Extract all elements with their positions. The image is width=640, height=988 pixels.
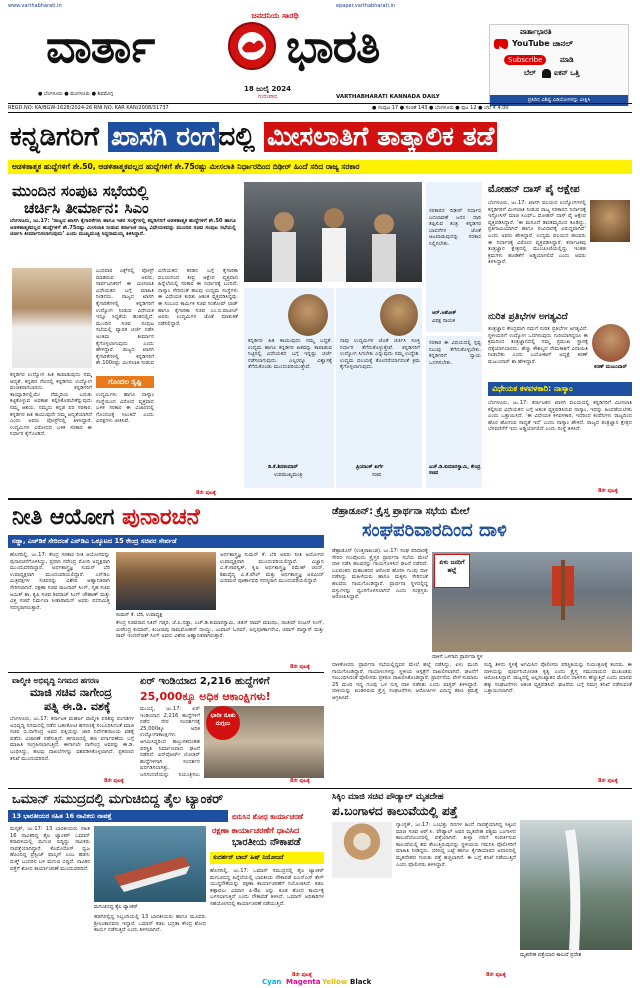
youtube-ad[interactable] [489,24,629,106]
defence-text: ಹೊಸದಿಲ್ಲಿ, ಜು.17: ಒಮಾನ್ ಸಮುದ್ರದಲ್ಲಿ ತೈಲ ಟ್ಯಾಂಕರ್ ಮಗುಚಿಬಿದ್ದ ಹಿನ್ನೆಲೆಯಲ್ಲಿ ಭಾರತೀಯ ನೌಕಾಪಡೆ ಐಎನ್‌ಎಸ್ ತೇಗ್ ಯುದ್ಧನೌಕೆಯನ್ನು ರಕ್ಷಣಾ ಕಾರ್ಯಾಚರಣೆಗೆ ನಿಯೋಜಿಸಿದೆ. ಕಡಲ ಕಣ್ಗಾವಲು ವಿಮಾನ ಪಿ-8ಐ ಅನ್ನು ಕೂಡ ಶೋಧ ಕಾರ್ಯಕ್ಕೆ ಬಳಸಲಾಗುತ್ತಿದೆ ಎಂದು ನೌಕಾಪಡೆ ತಿಳಿಸಿದೆ. ಒಮಾನ್ ಅಧಿಕಾರಿಗಳ ಸಹಯೋಗದಲ್ಲಿ ಕಾರ್ಯಾಚರಣೆ ನಡೆಯುತ್ತಿದೆ. [210,868,324,907]
kiran-text: ತಂತ್ರಜ್ಞಾನ ಕೇಂದ್ರವಾಗಿ ನಮಗೆ ನುರಿತ ಪ್ರತಿಭೆಗಳ ಅಗತ್ಯವಿದೆ. ಸ್ಥಳೀಯರಿಗೆ ಉದ್ಯೋಗ ಒದಗಿಸುವುದು ಗುರಿಯಾಗಿದ್ದರೂ ಈ ಕ್ರಮದಿಂದ ತಂತ್ರಜ್ಞಾನದಲ್ಲಿ ನಮ್ಮ ಪ್ರಮುಖ ಸ್ಥಾನಕ್ಕೆ ಧಕ್ಕೆಯಾಗಬಾರದು. ಹೆಚ್ಚು ಕೌಶಲ್ಯದ ನೇಮಕಾತಿಗೆ ವಿನಾಯಿತಿ ನೀಡಬೇಕು ಎಂದು ಬಯೋಕಾನ್ ಅಧ್ಯಕ್ಷೆ ಕಿರಣ್ ಮಜುಂದಾರ್ ಶಾ ಹೇಳಿದ್ದಾರೆ. [488,326,588,365]
dks-name: ಡಿ.ಕೆ.ಶಿವಕುಮಾರ್ [268,464,298,470]
wenlock-headline2: ಪ.ಬಂಗಾಳದ ಕಾಲುವೆಯಲ್ಲಿ ಪತ್ತೆ [332,804,458,818]
defence-headline1: ರಕ್ಷಣಾ ಕಾರ್ಯಾಚರಣೆಗೆ ಧಾವಿಸಿದ [212,826,300,835]
nagendra-headline1: ವಾಲ್ಮೀಕಿ ಅಭಿವೃದ್ಧಿ ನಿಗಮದ ಹಗರಣ [12,676,100,685]
priyank-name: ಪ್ರಿಯಾಂಕ್ ಖರ್ಗೆ [356,464,384,470]
masthead-url-right[interactable]: epaper.varthabharati.in [336,3,396,9]
bjp-role: ವಿಪಕ್ಷ ನಾಯಕ [432,318,455,324]
niti-text3: ಕೇಂದ್ರ ಸಚಿವರಾದ ನಿತಿನ್ ಗಡ್ಕರಿ, ಜೆ.ಪಿ.ನಡ್ಡಾ, ಎಚ್.ಡಿ.ಕುಮಾರಸ್ವಾಮಿ, ಜಿತನ್ ರಾಮ್ ಮಾಂಝಿ, ರಾಜೀವ್ ರಂಜನ್ ಸಿಂಗ್, ವೀರೇಂದ್ರ ಕುಮಾರ್, ಕಿಂಜರಾಪು ರಾಮಮೋಹನ್ ನಾಯ್ಡು, ಜುವಾಲ್ ಓರಮ್, ಅನ್ನಪೂರ್ಣಾದೇವಿ, ಚಿರಾಗ್ ಪಾಸ್ವಾನ್ ಮತ್ತು ರಾವ್ ಇಂದರ್‌ಜಿತ್ ಸಿಂಗ್ ಅವರು ವಿಶೇಷ ಆಹ್ವಾನಿತರಾಗಿರುತ್ತಾರೆ. [116,620,324,640]
cm-photo [12,268,92,368]
lead-story-head1: ಮುಂದಿನ ಸಂಪುಟ ಸಭೆಯಲ್ಲಿ [12,182,149,200]
masthead-title-right: ಭಾರತಿ [286,19,380,73]
lead-story-intro: ಬೆಂಗಳೂರು, ಜು.17: ‘ರಾಜ್ಯದ ಖಾಸಗಿ ಕೈಗಾರಿಕೆಗಳು ಹಾಗೂ ಇತರ ಸಂಸ್ಥೆಗಳಲ್ಲಿ ಕನ್ನಡಿಗರಿಗೆ ಆಡಳಿತಾತ್ಮಕ ಹುದ್ದೆಗಳಿಗೆ ಶೇ.50 ಹಾಗೂ ಆಡಳಿತಾತ್ಮಕವಲ್ಲದ ಹುದ್ದೆಗಳಿಗೆ ಶೇ.75ರಷ್ಟು ಮೀಸಲಾತಿ ನೀಡುವ ಕರ್ನಾಟಕ ರಾಜ್ಯ ವಿಧೇಯಕವನ್ನು ಮುಂದಿನ ಸಚಿವ ಸಂಪುಟ ಸಭೆಯಲ್ಲಿ ಚರ್ಚಿಸಿ ತೀರ್ಮಾನಿಸಲಾಗುವುದು’ ಎಂದು ಮುಖ್ಯಮಂತ್ರಿ ಸಿದ್ದರಾಮಯ್ಯ ತಿಳಿಸಿದ್ದಾರೆ. [10,218,236,238]
gondala-label: ಗೊಂದಲ ಸೃಷ್ಟಿ [96,376,154,388]
masthead-logo-icon [228,22,276,70]
bjp-quote: ಸರಕಾರದ ದಿಢೀರ್ ನಿರ್ಧಾರ ಬದಲಾವಣೆ ಜನರ ದಾರಿ ತಪ್ಪಿಸುವ ತಂತ್ರ. ಕನ್ನಡಿಗರ ಭಾವನೆಗಳ ಜೊತೆ ಆಟವಾಡುವುದನ್ನು ಸರಕಾರ ನಿಲ್ಲಿಸಬೇಕು. [429,208,481,247]
airindia-continue[interactable]: 8ರೇ ಪುಟಕ್ಕೆ [290,778,310,784]
dks-photo [288,294,328,336]
nasscom-head: ವಿಧೇಯಕ ಕಳವಳಕಾರಿ: ನಾಸ್ಕಾಂ [488,382,632,396]
airindia-headline1: ಏರ್ ಇಂಡಿಯಾದ 2,216 ಹುದ್ದೆಗಳಿಗೆ [140,676,270,687]
lead-story-col3: ವಿಧೇಯಕದ ಕರಡಿನ ಬಗ್ಗೆ ಕೈಗಾರಿಕಾ ವಲಯದಿಂದ ತೀವ್ರ ಆಕ್ಷೇಪ ವ್ಯಕ್ತವಾದ ಹಿನ್ನೆಲೆಯಲ್ಲಿ ಸರಕಾರ ಈ ನಿರ್ಧಾರಕ್ಕೆ ಬಂದಿದೆ. ನಾಸ್ಕಾಂ ಸೇರಿದಂತೆ ಹಲವು ಉದ್ಯಮ ಸಂಸ್ಥೆಗಳು ಈ ವಿಧೇಯಕ ಕುರಿತು ಆತಂಕ ವ್ಯಕ್ತಪಡಿಸಿದ್ದವು. ಈ ಸಂಬಂಧ ಕಾರ್ಮಿಕ ಸಚಿವ ಸಂತೋಷ್ ಲಾಡ್ ಹಾಗೂ ಕೈಗಾರಿಕಾ ಸಚಿವ ಎಂ.ಬಿ.ಪಾಟೀಲ್ ಅವರು ಉದ್ಯಮಿಗಳ ಜೊತೆ ಮಾತುಕತೆ ನಡೆಸಲಿದ್ದಾರೆ. [158,268,238,327]
lead-continue-1[interactable]: 8ರೇ ಪುಟಕ್ಕೆ [196,490,216,496]
footer-yellow: Yellow [322,978,348,986]
airindia-badge: ಭಾರೀ ನೂಕು ನುಗ್ಗಲು [206,706,240,740]
lead-continue-2[interactable]: 8ರೇ ಪುಟಕ್ಕೆ [598,488,618,494]
youtube-logo-icon [494,39,508,49]
oman-photo [94,826,206,902]
bjp-quote-box [426,182,482,332]
mohan-text: ಬೆಂಗಳೂರು, ಜು.17: ಖಾಸಗಿ ವಲಯದ ಉದ್ಯೋಗಗಳಲ್ಲಿ ಕನ್ನಡಿಗರಿಗೆ ಮೀಸಲಾತಿ ನೀಡುವ ರಾಜ್ಯ ಸರಕಾರದ ನಿರ್ಧಾರಕ್ಕೆ ಇನ್ಫೋಸಿಸ್ ಮಾಜಿ ಸಿಎಫ್‌ಒ ಮೋಹನ್ ದಾಸ್ ಪೈ ಆಕ್ಷೇಪ ವ್ಯಕ್ತಪಡಿಸಿದ್ದಾರೆ. ‘ಈ ಮಸೂದೆ ತಾರತಮ್ಯದಿಂದ ಕೂಡಿದ್ದು, ಪ್ರತಿಗಾಮಿಯಾಗಿದೆ ಹಾಗೂ ಸಂವಿಧಾನಕ್ಕೆ ವಿರುದ್ಧವಾಗಿದೆ’ ಎಂದು ಅವರು ಹೇಳಿದ್ದಾರೆ. ಉದ್ಯಮ ವಲಯದ ಹಲವರು ಈ ನಿರ್ಧಾರಕ್ಕೆ ವಿರೋಧ ವ್ಯಕ್ತಪಡಿಸಿದ್ದಾರೆ. ಕರ್ನಾಟಕವು ತಂತ್ರಜ್ಞಾನ ಕ್ಷೇತ್ರದಲ್ಲಿ ಮುಂಚೂಣಿಯಲ್ಲಿದ್ದು ಇಂತಹ ಕ್ರಮಗಳು ಹೂಡಿಕೆಗೆ ಅಡ್ಡಿಯಾಗಲಿವೆ ಎಂದು ಅವರು ತಿಳಿಸಿದ್ದಾರೆ. [488,200,586,266]
defence-continue[interactable]: 8ರೇ ಪುಟಕ್ಕೆ [292,972,312,978]
masthead-reg-line: REGD.NO: KA/BGW-1628/2024-26 RNI NO. KAR KAN/2008/31737 [8,105,169,111]
oman-subhead: 13 ಭಾರತೀಯರ ಸಹಿತ 16 ನಾವಿಕರು ನಾಪತ್ತೆ [8,810,228,822]
airindia-headline2: 25,000ಕ್ಕೂ ಅಧಿಕ ಆಕಾಂಕ್ಷಿಗಳು! [140,690,271,703]
airindia-text: ಮುಂಬೈ, ಜು.17: ಏರ್ ಇಂಡಿಯಾದ 2,216 ಹುದ್ದೆಗಳಿಗೆ ನಡೆದ ನೇರ ಸಂದರ್ಶನಕ್ಕೆ 25,000ಕ್ಕೂ ಅಧಿಕ ಉದ್ಯೋಗಾಕಾಂಕ್ಷಿಗಳು ಆಗಮಿಸಿದ್ದರಿಂದ ಕಾಲ್ತುಳಿತದಂತಹ ಪರಿಸ್ಥಿತಿ ನಿರ್ಮಾಣವಾದ ಘಟನೆ ನಡೆದಿದೆ. ಏರ್‌ಪೋರ್ಟ್ ಲೋಡರ್ ಹುದ್ದೆಗಳಿಗಾಗಿ ಸಂದರ್ಶನ ಏರ್ಪಡಿಸಲಾಗಿತ್ತು. ಜನಸಂದಣಿಯನ್ನು ನಿಯಂತ್ರಿಸಲು [140,706,200,778]
nagendra-text: ಬೆಂಗಳೂರು, ಜು.17: ಕರ್ನಾಟಕ ಮಹರ್ಷಿ ವಾಲ್ಮೀಕಿ ಪರಿಶಿಷ್ಟ ಪಂಗಡಗಳ ಅಭಿವೃದ್ಧಿ ನಿಗಮದಲ್ಲಿ ನಡೆದ ಬಹುಕೋಟಿ ಹಗರಣಕ್ಕೆ ಸಂಬಂಧಿಸಿದಂತೆ ಮಾಜಿ ಸಚಿವ ಬಿ.ನಾಗೇಂದ್ರ ಅವರ ಪತ್ನಿಯನ್ನು ಜಾರಿ ನಿರ್ದೇಶನಾಲಯ ವಶಕ್ಕೆ ಪಡೆದು ವಿಚಾರಣೆ ನಡೆಸುತ್ತಿದೆ. ಹಗರಣದಲ್ಲಿ ಹಣ ವರ್ಗಾವಣೆಯ ಬಗ್ಗೆ ಮಾಹಿತಿ ಸಂಗ್ರಹಿಸಲಾಗುತ್ತಿದೆ. ಈಗಾಗಲೇ ನಾಗೇಂದ್ರ ಅವರನ್ನು ಈ.ಡಿ. ಬಂಧಿಸಿದ್ದು, ಹಲವು ದಾಖಲೆಗಳನ್ನು ವಶಪಡಿಸಿಕೊಳ್ಳಲಾಗಿದೆ. ಪ್ರಕರಣದ ತನಿಖೆ ಮುಂದುವರಿದಿದೆ. [10,716,134,762]
lead-headline [10,122,632,152]
nagendra-continue[interactable]: 8ರೇ ಪುಟಕ್ಕೆ [104,778,124,784]
nagendra-headline3: ಪತ್ನಿ ಈ.ಡಿ. ವಶಕ್ಕೆ [44,700,111,713]
wenlock-headline1: ಸಿಕ್ಕಿಂ ಮಾಜಿ ಸಚಿವ ಪೌಡ್ಯಾಲ್ ಮೃತದೇಹ [332,792,444,802]
youtube-ad-footer: ಪ್ರತಿದಿನ ವಿಶಿಷ್ಟ ವಿಡಿಯೋಗಳನ್ನು ವೀಕ್ಷಿಸಿ [490,95,628,106]
dehradun-intro: ಡೆಹ್ರಾಡೂನ್ (ಉತ್ತರಾಖಂಡ), ಜು.17: ಸಂಘ ಪರಿವಾರಕ್ಕೆ ಸೇರಿದ ಗುಂಪೊಂದು ಕ್ರೈಸ್ತರ ಪ್ರಾರ್ಥನಾ ಸಭೆಯ ಮೇಲೆ ದಾಳಿ ನಡೆಸಿ ಹಲವರನ್ನು ಗಾಯಗೊಳಿಸಿದ ಘಟನೆ ನಡೆದಿದೆ. ಬಲವಂತದ ಮತಾಂತರದ ಆರೋಪ ಹೊರಿಸಿ ಗುಂಪು ದಾಳಿ ನಡೆಸಿದ್ದು ಮಹಿಳೆಯರು ಹಾಗೂ ಮಕ್ಕಳು ಸೇರಿದಂತೆ ಹಲವರು ಗಾಯಗೊಂಡಿದ್ದಾರೆ. ಪ್ರಾರ್ಥನಾ ಸ್ಥಳದಲ್ಲಿದ್ದ ವಸ್ತುಗಳನ್ನು ಧ್ವಂಸಗೊಳಿಸಲಾಗಿದೆ ಎಂದು ಸಂತ್ರಸ್ತರು ಆರೋಪಿಸಿದ್ದಾರೆ. [332,548,428,601]
dehradun-photo-caption: ದಾಳಿಗೆ ಒಳಗಾದ ಪ್ರಾರ್ಥನಾ ಸ್ಥಳ [432,654,483,660]
footer-magenta: Magenta [286,978,321,986]
pmp-quote: ಸರಕಾರ ಈ ವಿಷಯದಲ್ಲಿ ಸ್ಪಷ್ಟ ನಿಲುವು ತೆಗೆದುಕೊಳ್ಳಬೇಕು. ಕನ್ನಡಿಗರಿಗೆ ನ್ಯಾಯ ಒದಗಿಸಬೇಕು. [429,340,481,366]
lead-headline-a: ಕನ್ನಡಿಗರಿಗೆ [10,122,99,152]
masthead-url-left[interactable]: www.varthabharati.in [8,3,62,9]
nasscom-text: ಬೆಂಗಳೂರು, ಜು.17: ಕರ್ನಾಟಕದ ಖಾಸಗಿ ವಲಯದಲ್ಲಿ ಕನ್ನಡಿಗರಿಗೆ ಮೀಸಲಾತಿ ಕಲ್ಪಿಸುವ ವಿಧೇಯಕದ ಬಗ್ಗೆ ಆತಂಕ ವ್ಯಕ್ತಪಡಿಸಿರುವ ನಾಸ್ಕಾಂ, ಇದನ್ನು ಹಿಂಪಡೆಯಬೇಕು ಎಂದು ಒತ್ತಾಯಿಸಿದೆ. ‘ಈ ವಿಧೇಯಕ ಕಳವಳಕಾರಿ, ಇದರಿಂದ ಕಂಪೆನಿಗಳು ರಾಜ್ಯದಿಂದ ಹೊರ ಹೋಗುವ ಸಾಧ್ಯತೆ ಇದೆ’ ಎಂದು ನಾಸ್ಕಾಂ ಹೇಳಿದೆ. ರಾಜ್ಯದ ತಂತ್ರಜ್ಞಾನ ಕ್ಷೇತ್ರದ ಬೆಳವಣಿಗೆಗೆ ಇದು ಅಡ್ಡಿಯಾಗಲಿದೆ ಎಂದು ಸಂಸ್ಥೆ ತಿಳಿಸಿದೆ. [488,400,632,433]
masthead-paper-name-en: VARTHABHARATI KANNADA DAILY [336,94,440,100]
niti-subhead: ನಡ್ಡಾ, ಎಚ್‌ಡಿಕೆ ಸೇರಿದಂತೆ ಎನ್‌ಡಿಎ ಒಕ್ಕೂಟದ 15 ಕೇಂದ್ರ ಸಚಿವರ ಸೇರ್ಪಡೆ [8,535,324,548]
lead-headline-c: ದಲ್ಲಿ [218,122,255,152]
youtube-ad-line1: ವಾರ್ತಾಭಾರತಿ [520,28,552,36]
lead-headline-b: ಖಾಸಗಿ ರಂಗ [108,122,219,152]
color-registration-bar [0,978,640,988]
dks-role: ಉಪಮುಖ್ಯಮಂತ್ರಿ [274,472,303,478]
dehradun-continue[interactable]: 8ರೇ ಪುಟಕ್ಕೆ [598,778,618,784]
gondala-text: ಉದ್ಯಮಿಗಳು ಹಾಗೂ ನಾಸ್ಕಾಂ ಸಂಸ್ಥೆಯಿಂದ ವಿರೋಧ ವ್ಯಕ್ತವಾದ ಬಳಿಕ ಸರಕಾರ ಈ ವಿಚಾರದಲ್ಲಿ ಗೊಂದಲಕ್ಕೆ ಸಿಲುಕಿದೆ ಎಂದು ವಿಪಕ್ಷಗಳು ಟೀಕಿಸಿವೆ. [96,392,154,425]
dehradun-body: ದಾಳಿಕೋರರು ಪ್ರಾರ್ಥನಾ ಸಭೆಯಲ್ಲಿದ್ದವರ ಮೇಲೆ ಹಲ್ಲೆ ನಡೆಸಿದ್ದು, ಏಳು ಮಂದಿ ಗಾಯಗೊಂಡಿದ್ದಾರೆ. ಗಾಯಾಳುಗಳನ್ನು ಸ್ಥಳೀಯ ಆಸ್ಪತ್ರೆಗೆ ದಾಖಲಿಸಲಾಗಿದೆ. ಘಟನೆಗೆ ಸಂಬಂಧಿಸಿದಂತೆ ಪೊಲೀಸರು ಪ್ರಕರಣ ದಾಖಲಿಸಿಕೊಂಡಿದ್ದಾರೆ. ಪ್ರಾರ್ಥನೆಯ ವೇಳೆ ಸುಮಾರು 25 ಮಂದಿ ಇದ್ದ ಗುಂಪು ಒಳ ನುಗ್ಗಿ ದಾಳಿ ನಡೆಸಿತು ಎಂದು ಪಾಸ್ಟರ್ ತಿಳಿಸಿದ್ದಾರೆ. ದಾಳಿಯನ್ನು ಖಂಡಿಸಿರುವ ಕ್ರೈಸ್ತ ಸಂಘಟನೆಗಳು ಆರೋಪಿಗಳ ವಿರುದ್ಧ ಕಠಿಣ ಕ್ರಮಕ್ಕೆ ಆಗ್ರಹಿಸಿವೆ. [332,662,478,701]
pmp-name: ಎಚ್.ಡಿ.ಕುಮಾರಸ್ವಾಮಿ, ಕೇಂದ್ರ ಸಚಿವ [429,464,481,477]
dehradun-badge: ಏಳು ಜನರಿಗೆ ಹಲ್ಲೆ [434,554,470,588]
bjp-name: ಆರ್.ಅಶೋಕ್ [432,310,457,316]
lead-headline-d: ಮೀಸಲಾತಿಗೆ ತಾತ್ಕಾಲಿಕ ತಡೆ [264,122,497,152]
dehradun-headline-b: ಸಂಘಪರಿವಾರದಿಂದ ದಾಳಿ [362,520,507,541]
footer-black: Black [350,978,372,986]
priyank-quote-box [336,288,422,488]
priyank-quote: ನಾವು ಉದ್ಯಮಿಗಳ ಜೊತೆ ಚರ್ಚಿಸಿ ಸೂಕ್ತ ನಿರ್ಧಾರ ತೆಗೆದುಕೊಳ್ಳುತ್ತೇವೆ. ಕನ್ನಡಿಗರಿಗೆ ಉದ್ಯೋಗ ಸಿಗಬೇಕು ಎನ್ನುವುದು ನಮ್ಮ ಉದ್ದೇಶ. ಉದ್ಯಮ ವಲಯಕ್ಕೆ ತೊಂದರೆಯಾಗದಂತೆ ಕ್ರಮ ಕೈಗೊಳ್ಳಲಾಗುವುದು. [340,338,420,371]
youtube-ad-line2: YouTube ಚಾನಲ್ [512,39,573,48]
niti-headline-a: ನೀತಿ ಆಯೋಗ [12,505,115,530]
mohan-head: ಮೋಹನ್ ದಾಸ್ ಪೈ ಆಕ್ಷೇಪ [488,184,580,195]
masthead-day: ಗುರುವಾರ [258,93,278,100]
oman-text2: ಹಡಗಿನಲ್ಲಿದ್ದ ಸಿಬ್ಬಂದಿಯಲ್ಲಿ 13 ಭಾರತೀಯರು ಹಾಗೂ ಮೂವರು ಶ್ರೀಲಂಕಾದವರು ಇದ್ದಾರೆ. ಒಮಾನ್ ಕಡಲ ಭದ್ರತಾ ಕೇಂದ್ರ ಶೋಧ ಕಾರ್ಯ ನಡೆಸುತ್ತಿದೆ ಎಂದು ತಿಳಿಸಲಾಗಿದೆ. [94,914,206,934]
masthead-editions: ● ಬೆಂಗಳೂರು ● ಮಂಗಳೂರು ● ಶಿವಮೊಗ್ಗ [38,91,114,97]
youtube-subscribe-button[interactable]: Subscribe [504,55,546,65]
nagendra-headline2: ಮಾಜಿ ಸಚಿವ ನಾಗೇಂದ್ರ [30,686,112,699]
lead-story-head2: ಚರ್ಚಿಸಿ ತೀರ್ಮಾನ: ಸಿಎಂ [24,199,149,217]
oman-caption: ಮಗುಚಿಬಿದ್ದ ತೈಲ ಟ್ಯಾಂಕರ್ [94,904,138,910]
niti-headline [12,504,200,532]
wenlock-caption: ಮೃತದೇಹ ಪತ್ತೆಯಾದ ಕಾಲುವೆ ಪ್ರದೇಶ [520,952,582,958]
niti-continue[interactable]: 8ರೇ ಪುಟಕ್ಕೆ [290,664,310,670]
kiran-head: ನುರಿತ ಪ್ರತಿಭೆಗಳ ಅಗತ್ಯವಿದೆ [488,312,568,322]
wenlock-text: ಗ್ಯಾಂಗ್ಟಕ್, ಜು.17: ಒಂಭತ್ತು ದಿನಗಳ ಹಿಂದೆ ನಾಪತ್ತೆಯಾಗಿದ್ದ ಸಿಕ್ಕಿಂನ ಮಾಜಿ ಸಚಿವ ಆರ್.ಸಿ. ಪೌಡ್ಯಾಲ್ ಅವರ ಮೃತದೇಹ ಪಶ್ಚಿಮ ಬಂಗಾಳದ ಕಾಲುವೆಯೊಂದರಲ್ಲಿ ಪತ್ತೆಯಾಗಿದೆ. ತೀಸ್ತಾ ನದಿಗೆ ಸಂಪರ್ಕಿಸುವ ಕಾಲುವೆಯಲ್ಲಿ ಶವ ತೇಲುತ್ತಿರುವುದನ್ನು ಸ್ಥಳೀಯರು ಗಮನಿಸಿ ಪೊಲೀಸರಿಗೆ ಮಾಹಿತಿ ನೀಡಿದ್ದರು. ಧರಿಸಿದ್ದ ಬಟ್ಟೆ ಹಾಗೂ ಕೈಗಡಿಯಾರದ ಆಧಾರದಲ್ಲಿ ಮೃತದೇಹದ ಗುರುತು ಪತ್ತೆ ಹಚ್ಚಲಾಗಿದೆ. ಈ ಬಗ್ಗೆ ತನಿಖೆ ನಡೆಯುತ್ತಿದೆ ಎಂದು ಪೊಲೀಸರು ತಿಳಿಸಿದ್ದಾರೆ. [396,822,516,868]
lead-story-col1b: ಕನ್ನಡಿಗರ ಉದ್ಯೋಗ ಹಿತ ಕಾಪಾಡುವುದು ನಮ್ಮ ಆದ್ಯತೆ. ಕನ್ನಡದ ನೆಲದಲ್ಲಿ ಕನ್ನಡಿಗರು ಉದ್ಯೋಗ ವಂಚಿತರಾಗಬಾರದು. ಕನ್ನಡಿಗರಿಗೆ ತಾಯ್ನಾಡಿನಲ್ಲಿಯೇ ನೆಮ್ಮದಿಯ ಬದುಕು ಕಟ್ಟಿಕೊಳ್ಳುವ ಅವಕಾಶ ಕಲ್ಪಿಸಿಕೊಡಬೇಕೆನ್ನುವುದು ನಮ್ಮ ಆಶಯ. ನಮ್ಮದು ಕನ್ನಡ ಪರ ಸರಕಾರ. ಕನ್ನಡಿಗರ ಹಿತ ಕಾಯುವುದೇ ನಮ್ಮ ಆದ್ಯತೆಯಾಗಿದೆ ಎಂದು ಅವರು ಪೋಸ್ಟ್‌ನಲ್ಲಿ ತಿಳಿಸಿದ್ದಾರೆ. ಉದ್ಯಮಿಗಳ ವಿರೋಧದ ಬಳಿಕ ಸರಕಾರ ಈ ನಿರ್ಧಾರ ಕೈಗೊಂಡಿದೆ. [10,372,92,438]
defence-box-head: ಸುದರ್ಶನ್ ಬಾಬ್ ಹಿಷ್ ನಿಯೋಜನೆ [210,852,324,864]
niti-caption: ಸುಮನ್ ಕೆ. ಬೆರಿ, ಉಪಾಧ್ಯಕ್ಷ [116,612,163,618]
footer-cyan: Cyan [262,978,282,986]
wenlock-continue[interactable]: 8ರೇ ಪುಟಕ್ಕೆ [486,972,506,978]
niti-photo [116,552,216,610]
dks-quote: ಕನ್ನಡಿಗರ ಹಿತ ಕಾಯುವುದು ನಮ್ಮ ಬದ್ಧತೆ. ಉದ್ಯಮ ಹಾಗೂ ಕನ್ನಡಿಗರ ಹಿತವನ್ನು ಕಾಪಾಡುವ ನಿಟ್ಟಿನಲ್ಲಿ ವಿಧೇಯಕದ ಬಗ್ಗೆ ಇನ್ನಷ್ಟು ಚರ್ಚೆ ನಡೆಸಲಾಗುವುದು. ಎಲ್ಲರನ್ನೂ ವಿಶ್ವಾಸಕ್ಕೆ ತೆಗೆದುಕೊಂಡು ಮುಂದುವರಿಯುತ್ತೇವೆ. [248,338,332,371]
wenlock-person-photo [332,822,392,878]
oman-subhead2: ಬಿರುಸಿನ ಶೋಧ ಕಾರ್ಯಾಚರಣೆ [232,813,304,821]
protest-photo [244,182,422,282]
niti-headline-b: ಪುನಾರಚನೆ [122,505,200,530]
youtube-bell-suffix: ಐಕನ್ ಒತ್ತಿ [554,69,580,77]
priyank-role: ಸಚಿವ [372,472,382,478]
pmp-quote-box [426,336,482,488]
niti-text2: ಅರ್ಥಶಾಸ್ತ್ರಜ್ಞ ಸುಮನ್ ಕೆ. ಬೆರಿ ಅವರು ನೀತಿ ಆಯೋಗದ ಉಪಾಧ್ಯಕ್ಷರಾಗಿ ಮುಂದುವರಿಯಲಿದ್ದಾರೆ. ವಿಜ್ಞಾನಿ ವಿ.ಕೆ.ಸಾರಸ್ವತ್, ಕೃಷಿ ಅರ್ಥಶಾಸ್ತ್ರಜ್ಞ ರಮೇಶ್ ಚಂದ್, ಶಿಶುವೈದ್ಯ ವಿ.ಕೆ.ಪೌಲ್ ಮತ್ತು ಅರ್ಥಶಾಸ್ತ್ರಜ್ಞ ಅರವಿಂದ್ ವೀರಮಣಿ ಪೂರ್ಣಾವಧಿ ಸದಸ್ಯರಾಗಿ ಮುಂದುವರಿಯಲಿದ್ದಾರೆ. [220,552,324,585]
bell-icon [542,69,551,78]
oman-text: ಮಸ್ಕತ್, ಜು.17: 13 ಭಾರತೀಯರು ಸಹಿತ 16 ನಾವಿಕರಿದ್ದ ತೈಲ ಟ್ಯಾಂಕರ್ ಒಮಾನ್ ಕರಾವಳಿಯಲ್ಲಿ ಮಗುಚಿ ಬಿದ್ದಿದ್ದು ನಾವಿಕರು ನಾಪತ್ತೆಯಾಗಿದ್ದಾರೆ. ಕೊಮೊರೊಸ್ ಧ್ವಜ ಹೊಂದಿದ್ದ ಪ್ರೆಸ್ಟೀಜ್ ಫಾಲ್ಕನ್ ಎಂಬ ಹಡಗು ದುಕ್ಮ್ ಬಂದರಿನ ಬಳಿ ಮಗುಚಿ ಬಿದ್ದಿದೆ. ನಾವಿಕರ ಪತ್ತೆಗೆ ಶೋಧ ಕಾರ್ಯಾಚರಣೆ ಮುಂದುವರಿದಿದೆ. [10,826,90,872]
kiran-name: ಕಿರಣ್ ಮಜುಂದಾರ್ [594,364,627,370]
dehradun-headline-a: ಡೆಹ್ರಾಡೂನ್: ಕ್ರೈಸ್ತ ಪ್ರಾರ್ಥನಾ ಸಭೆಯ ಮೇಲೆ [332,506,470,517]
dks-quote-box [244,288,334,488]
masthead-date: 18 ಜುಲೈ 2024 [244,85,292,93]
youtube-subscribe-suffix: ಮಾಡಿ [560,56,574,64]
priyank-photo [380,294,418,336]
mohan-photo [590,200,630,242]
masthead-tagline: ಜನದನಿಯ ಸಾರಥಿ [251,11,299,20]
wenlock-canal-photo [520,820,632,950]
dehradun-body2: ಸುದ್ದಿ ತಿಳಿದು ಸ್ಥಳಕ್ಕೆ ಆಗಮಿಸಿದ ಪೊಲೀಸರು ಪರಿಸ್ಥಿತಿಯನ್ನು ನಿಯಂತ್ರಣಕ್ಕೆ ತಂದರು. ಈ ದಾಳಿಯನ್ನು ಪೂರ್ವನಿಯೋಜಿತ ಕೃತ್ಯ ಎಂದು ಕ್ರೈಸ್ತ ಸಮುದಾಯದ ಮುಖಂಡರು ಆರೋಪಿಸಿದ್ದಾರೆ. ರಾಜ್ಯದಲ್ಲಿ ಅಲ್ಪಸಂಖ್ಯಾತರ ಮೇಲಿನ ದಾಳಿಗಳು ಹೆಚ್ಚುತ್ತಿವೆ ಎಂದು ಮಾನವ ಹಕ್ಕು ಸಂಘಟನೆಗಳು ಆತಂಕ ವ್ಯಕ್ತಪಡಿಸಿವೆ. ಘಟನೆಯ ಬಗ್ಗೆ ಸಮಗ್ರ ತನಿಖೆ ನಡೆಸುವಂತೆ ಒತ್ತಾಯಿಸಲಾಗಿದೆ. [484,662,632,695]
oman-headline: ಒಮಾನ್ ಸಮುದ್ರದಲ್ಲಿ ಮಗುಚಿಬಿದ್ದ ತೈಲ ಟ್ಯಾಂಕರ್ [12,792,224,807]
youtube-bell-label: ಬೆಲ್ [524,69,536,77]
lead-subhead: ಆಡಳಿತಾತ್ಮಕ ಹುದ್ದೆಗಳಿಗೆ ಶೇ.50, ಆಡಳಿತಾತ್ಮಕವಲ್ಲದ ಹುದ್ದೆಗಳಿಗೆ ಶೇ.75ರಷ್ಟು ಮೀಸಲಾತಿ ನಿರ್ಧಾರದಿಂದ ದಿಢೀರ್ ಹಿಂದೆ ಸರಿದ ರಾಜ್ಯ ಸರಕಾರ [8,160,632,174]
masthead-title-left: ವಾರ್ತಾ [46,19,155,73]
niti-text1: ಹೊಸದಿಲ್ಲಿ, ಜು.17: ಕೇಂದ್ರ ಸರಕಾರ ನೀತಿ ಆಯೋಗವನ್ನು ಪುನಾರಚನೆಗೊಳಿಸಿದ್ದು, ಪ್ರಧಾನಿ ನರೇಂದ್ರ ಮೋದಿ ಅಧ್ಯಕ್ಷರಾಗಿ ಮುಂದುವರಿದಿದ್ದಾರೆ. ಅರ್ಥಶಾಸ್ತ್ರಜ್ಞ ಸುಮನ್ ಬೆರಿ ಉಪಾಧ್ಯಕ್ಷರಾಗಿ ಮುಂದುವರಿಯಲಿದ್ದಾರೆ. ಎನ್‌ಡಿಎ ಮಿತ್ರಪಕ್ಷಗಳ ಸಚಿವರನ್ನು ವಿಶೇಷ ಆಹ್ವಾನಿತರಾಗಿ ಸೇರಿಸಲಾಗಿದೆ. ರಕ್ಷಣಾ ಸಚಿವ ರಾಜನಾಥ್ ಸಿಂಗ್, ಗೃಹ ಸಚಿವ ಅಮಿತ್ ಶಾ, ಕೃಷಿ ಸಚಿವ ಶಿವರಾಜ್ ಸಿಂಗ್ ಚೌಹಾಣ್ ಮತ್ತು ವಿತ್ತ ಸಚಿವೆ ನಿರ್ಮಲಾ ಸೀತಾರಾಮನ್ ಅವರು ಪದನಿಮಿತ್ತ ಸದಸ್ಯರಾಗಿರುತ್ತಾರೆ. [10,552,110,611]
kiran-photo [592,324,630,362]
defence-headline2: ಭಾರತೀಯ ನೌಕಾಪಡೆ [232,837,301,848]
lead-story-col1: ಬುಧವಾರ ಎಕ್ಸ್‌ನಲ್ಲಿ ಪೋಸ್ಟ್ ಮಾಡಿರುವ ಅವರು, ಸಾರ್ವಜನಿಕರಿಗೆ ಈ ಮೀಸಲಾತಿ ವಿಧೇಯಕದ ಬಗ್ಗೆ ಮಾಹಿತಿ ನೀಡಿದರು. ರಾಜ್ಯದ ಖಾಸಗಿ ಕೈಗಾರಿಕೆಗಳಲ್ಲಿ ಕನ್ನಡಿಗರಿಗೆ ಉದ್ಯೋಗ ನೀಡುವ ವಿಧೇಯಕ ಇನ್ನೂ ಸಿದ್ಧತೆಯ ಹಂತದಲ್ಲಿದೆ. ಮುಂದಿನ ಸಚಿವ ಸಂಪುಟ ಸಭೆಯಲ್ಲಿ ವ್ಯಾಪಕ ಚರ್ಚೆ ನಡೆಸಿ ಅಂತಿಮ ತೀರ್ಮಾನ ಕೈಗೊಳ್ಳಲಾಗುವುದು ಎಂದು ಹೇಳಿದ್ದಾರೆ. ರಾಜ್ಯದ ಖಾಸಗಿ ಕೈಗಾರಿಕೆಗಳಲ್ಲಿ ಕನ್ನಡಿಗರಿಗೆ ಶೇ.100ರಷ್ಟು ಮೀಸಲಾತಿ ನೀಡುವ [96,268,154,367]
masthead-issue-meta: ● ಸಂಪುಟ 17 ● ಸಂಚಿಕೆ 143 ● ಬೆಂಗಳೂರು ● ಪುಟ 12 ● ಬೆಲೆ ₹ 4.00 [372,105,509,111]
